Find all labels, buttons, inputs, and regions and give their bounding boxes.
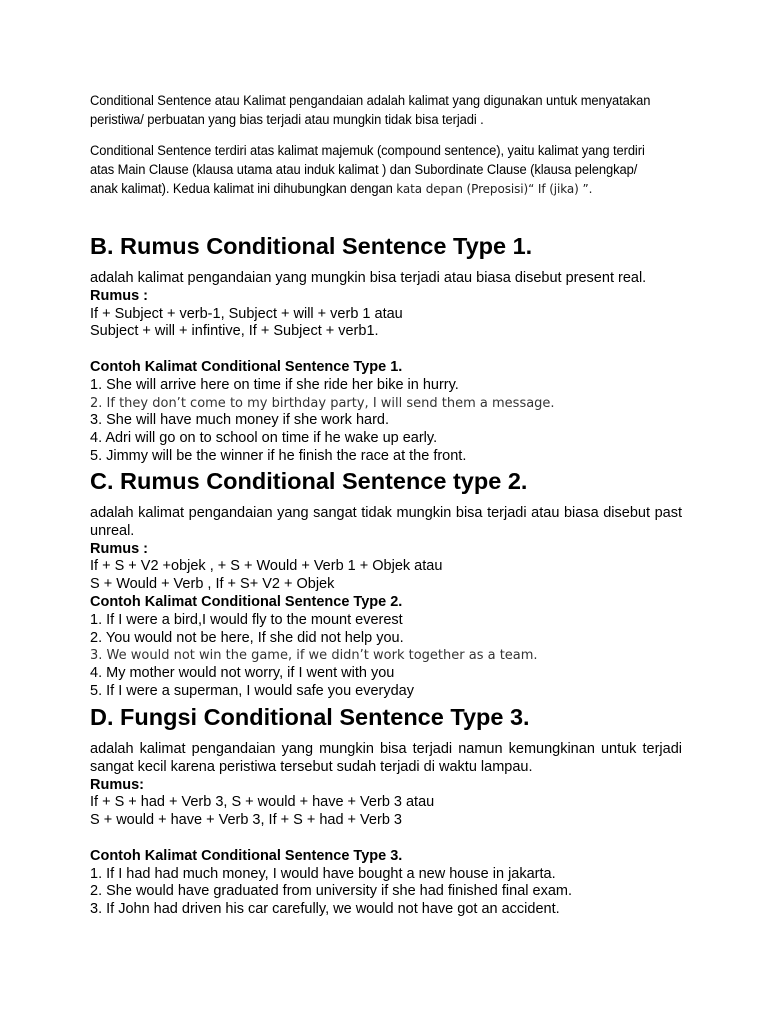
section-c-example-3: 3. We would not win the game, if we didn’t work together as a team. bbox=[90, 648, 538, 664]
section-b-example-2: 2. If they don’t come to my birthday party, I will send them a message. bbox=[90, 395, 555, 411]
section-b-body bbox=[90, 270, 682, 466]
section-d-example-3: 3. If John had driven his car carefully, we would not have got an accident. bbox=[90, 901, 560, 918]
section-d-heading: D. Fungsi Conditional Sentence Type 3. bbox=[90, 704, 530, 730]
section-d-contoh-title: Contoh Kalimat Conditional Sentence Type 3. bbox=[90, 847, 403, 864]
section-d-example-2: 2. She would have graduated from university if she had finished final exam. bbox=[90, 883, 572, 900]
section-b-example-4: 4. Adri will go on to school on time if he wake up early. bbox=[90, 430, 438, 447]
section-c-rumus-line-1: If + S + V2 +objek , + S + Would + Verb 1 + Objek atau bbox=[90, 558, 443, 575]
section-b-example-1: 1. She will arrive here on time if she ride her bike in hurry. bbox=[90, 376, 459, 393]
section-b-contoh-title: Contoh Kalimat Conditional Sentence Type 1. bbox=[90, 358, 403, 375]
section-d-description: adalah kalimat pengandaian yang mungkin bisa terjadi namun kemungkinan untuk terjadi sangat kecil karena peristiwa tersebut sudah terjadi di waktu lampau. bbox=[90, 741, 682, 775]
section-b-example-3: 3. She will have much money if she work hard. bbox=[90, 412, 389, 429]
section-c-example-2: 2. You would not be here, If she did not help you. bbox=[90, 629, 404, 646]
section-d-rumus-line-1: If + S + had + Verb 3, S + would + have + Verb 3 atau bbox=[90, 794, 435, 811]
section-d-example-1: 1. If I had had much money, I would have bought a new house in jakarta. bbox=[90, 865, 556, 882]
section-b-description: adalah kalimat pengandaian yang mungkin bisa terjadi atau biasa disebut present real. bbox=[90, 270, 647, 286]
intro-paragraph-2 bbox=[90, 141, 656, 198]
section-c-example-5: 5. If I were a superman, I would safe you everyday bbox=[90, 682, 414, 699]
section-c-rumus-line-2: S + Would + Verb , If + S+ V2 + Objek bbox=[90, 576, 335, 593]
section-c-rumus-label: Rumus : bbox=[90, 540, 148, 557]
section-d-body bbox=[90, 741, 682, 919]
intro-paragraph-1: Conditional Sentence atau Kalimat pengandaian adalah kalimat yang digunakan untuk menyatakan peristiwa/ perbuatan yang bias terjadi atau mungkin tidak bisa terjadi . bbox=[90, 93, 651, 127]
section-b-rumus-label: Rumus : bbox=[90, 287, 148, 304]
preposisi-text: kata depan (Preposisi)“ If (jika) ”. bbox=[396, 181, 593, 196]
section-b-heading: B. Rumus Conditional Sentence Type 1. bbox=[90, 233, 533, 259]
section-d-rumus-label: Rumus: bbox=[90, 776, 144, 793]
section-b-rumus-line-2: Subject + will + infintive, If + Subject + verb1. bbox=[90, 323, 379, 340]
section-c-contoh-title: Contoh Kalimat Conditional Sentence Type 2. bbox=[90, 593, 403, 610]
section-c-description: adalah kalimat pengandaian yang sangat tidak mungkin bisa terjadi atau biasa disebut past unreal. bbox=[90, 505, 682, 539]
intro-paragraph-2-main: Conditional Sentence terdiri atas kalimat majemuk (compound sentence), yaitu kalimat yang terdiri atas Main Clause (klausa utama atau induk kalimat ) dan Subordinate Clause (klausa pelengkap/ anak kalimat). Kedua kalimat ini dihubungkan dengan bbox=[90, 143, 645, 196]
section-c-example-4: 4. My mother would not worry, if I went with you bbox=[90, 665, 395, 682]
section-c-heading: C. Rumus Conditional Sentence type 2. bbox=[90, 468, 528, 494]
section-d-rumus-line-2: S + would + have + Verb 3, If + S + had + Verb 3 bbox=[90, 812, 402, 829]
section-c-example-1: 1. If I were a bird,I would fly to the mount everest bbox=[90, 611, 403, 628]
section-b-rumus-line-1: If + Subject + verb-1, Subject + will + verb 1 atau bbox=[90, 305, 403, 322]
section-c-body bbox=[90, 505, 682, 701]
section-b-example-5: 5. Jimmy will be the winner if he finish the race at the front. bbox=[90, 447, 467, 464]
